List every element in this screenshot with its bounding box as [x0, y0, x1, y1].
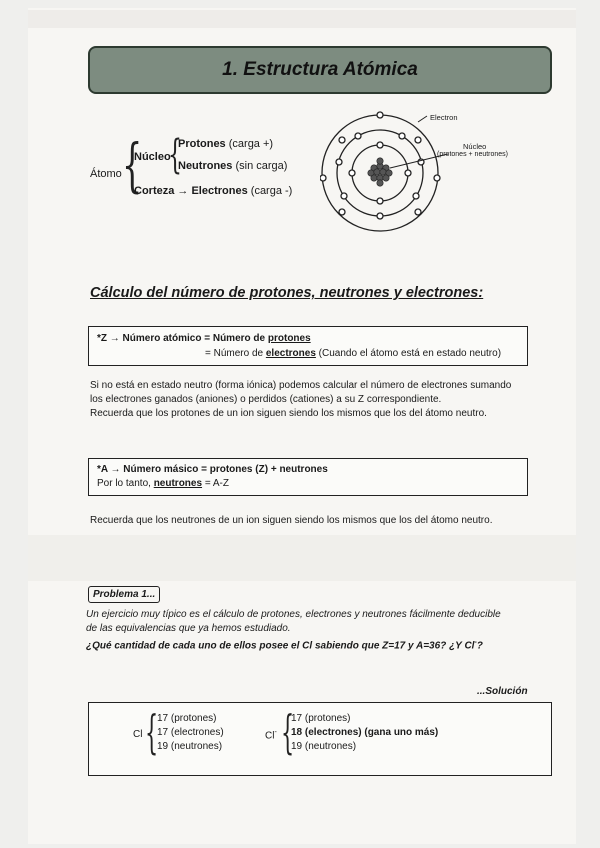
- cl-row: 17 (electrones): [157, 727, 224, 738]
- cl-ion-symbol: Cl: [265, 730, 275, 742]
- a-line2-neutrons: neutrones: [153, 478, 203, 489]
- electrons-label: Electrones: [191, 185, 248, 197]
- z-line1-protons: protones: [267, 333, 311, 344]
- cl-ion-charge: -: [274, 729, 277, 736]
- cl-ion-row: 17 (protones): [291, 713, 351, 724]
- z-line1-text: *Z → Número atómico = Número de: [97, 333, 268, 344]
- atom-brace: {: [122, 131, 143, 199]
- ion-explanation: [90, 379, 530, 421]
- cl-row: 17 (protones): [157, 713, 217, 724]
- header-shading: [28, 10, 576, 28]
- solution-label: ...Solución: [477, 686, 528, 697]
- problem-line: Un ejercicio muy típico es el cálculo de protones, electrones y neutrones fácilmente deducible: [86, 609, 501, 620]
- a-line2-formula: = A-Z: [202, 478, 229, 489]
- electrons-note: (carga -): [250, 185, 293, 197]
- page-title: 1. Estructura Atómica: [222, 59, 418, 80]
- cl-ion-row: 19 (neutrones): [291, 741, 357, 752]
- electron-caption: Electron: [430, 113, 458, 122]
- mid-shading: [28, 535, 576, 581]
- cortex-arrow: →: [177, 185, 189, 197]
- electron-pointer: [418, 116, 427, 122]
- neutron-note: Recuerda que los neutrones de un ion siguen siendo los mismos que los del átomo neutro.: [90, 515, 493, 526]
- question-superscript: -: [474, 639, 477, 646]
- a-line1: *A → Número másico = protones (Z) + neutrones: [97, 464, 328, 475]
- z-line2-text: = Número de: [205, 348, 266, 359]
- z-line2-note: (Cuando el átomo está en estado neutro): [315, 348, 502, 359]
- cl-row: 19 (neutrones): [157, 741, 223, 752]
- nucleus-caption: Núcleo: [463, 142, 487, 151]
- cl-brace: {: [145, 705, 159, 759]
- nucleus-caption-note: (protones + neutrones): [437, 151, 509, 158]
- ion-explanation-line: los electrones ganados (aniones) o perdidos (cationes) a su Z correspondiente.: [90, 394, 442, 405]
- a-line2-text: Por lo tanto,: [97, 478, 154, 489]
- solution-box: [88, 702, 552, 776]
- problem-statement: [86, 608, 501, 653]
- mass-number-box: [88, 458, 528, 496]
- problem-line: de las equivalencias que ya hemos estudiado.: [86, 623, 291, 634]
- z-line2-electrons: electrones: [265, 348, 316, 359]
- question-end: ?: [476, 640, 483, 652]
- atomic-number-box: [88, 326, 528, 366]
- title-banner: [88, 46, 552, 94]
- nucleus-label: Núcleo: [134, 151, 171, 163]
- ion-explanation-line: Recuerda que los protones de un ion siguen siendo los mismos que los del átomo neutro.: [90, 408, 487, 419]
- problem-label: Problema 1...: [88, 586, 160, 603]
- protons-note: (carga +): [228, 138, 274, 150]
- cl-ion-brace: {: [281, 705, 295, 759]
- atom-label: Átomo: [90, 168, 122, 180]
- section-title: Cálculo del número de protones, neutrones y electrones:: [90, 285, 484, 301]
- neutrons-label: Neutrones: [178, 160, 233, 172]
- cortex-label: Corteza: [134, 185, 175, 197]
- problem-question: ¿Qué cantidad de cada uno de ellos posee el Cl sabiendo que Z=17 y A=36? ¿Y Cl: [86, 640, 475, 652]
- cl-ion-row: 18 (electrones) (gana uno más): [291, 727, 439, 738]
- ion-explanation-line: Si no está en estado neutro (forma iónica) podemos calcular el número de electrones sumando: [90, 380, 512, 391]
- neutrons-note: (sin carga): [235, 160, 288, 172]
- nucleus-cluster: [368, 158, 392, 186]
- nucleus-brace: {: [168, 132, 182, 178]
- atom-figure: [320, 110, 540, 240]
- protons-label: Protones: [178, 138, 226, 150]
- cl-symbol: Cl: [133, 729, 143, 740]
